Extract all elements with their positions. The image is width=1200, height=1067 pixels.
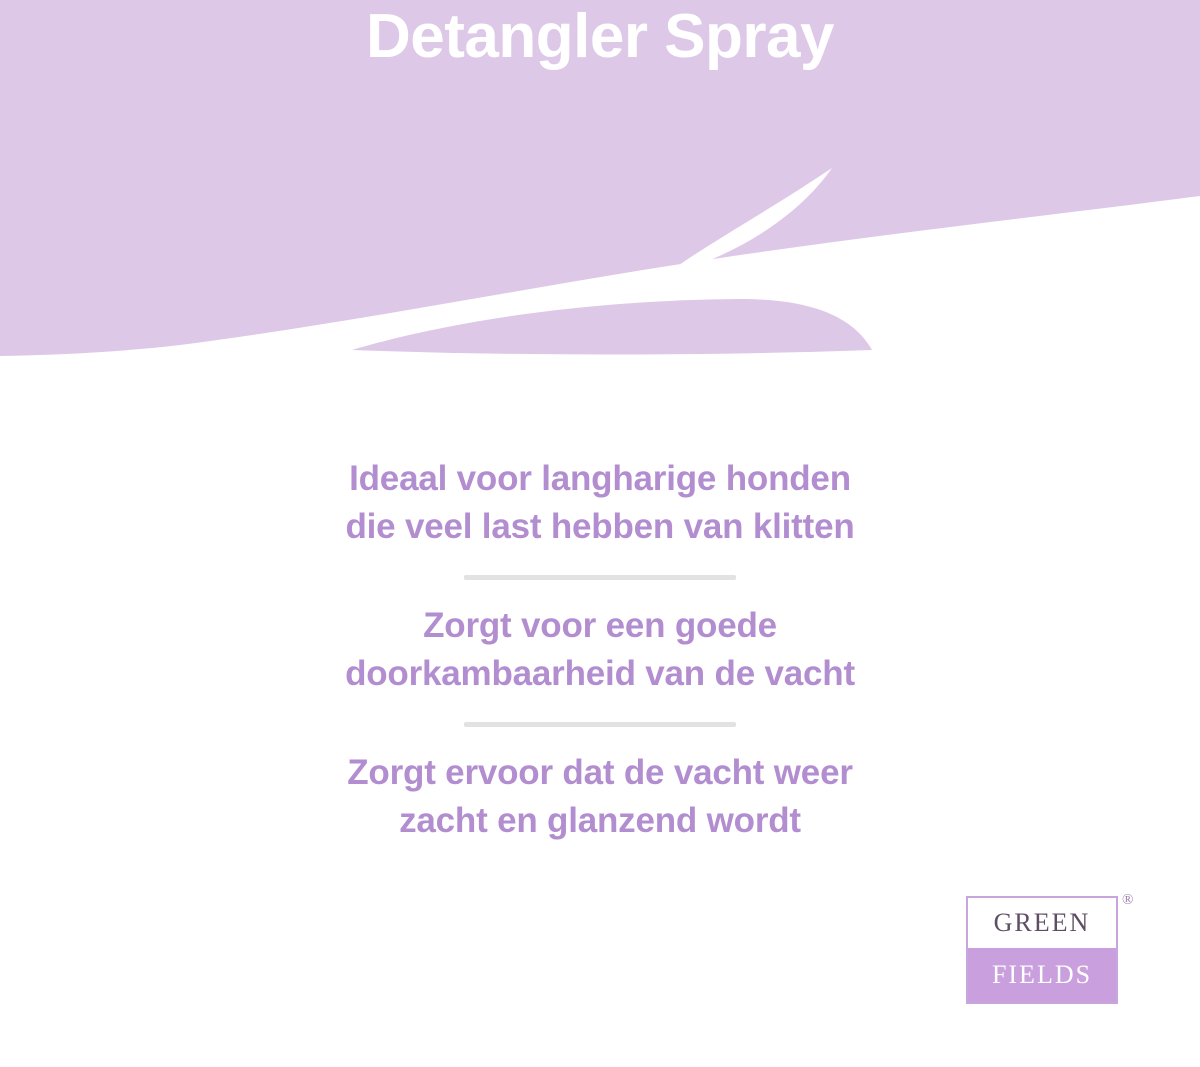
claim-line: Zorgt voor een goede [423,606,777,645]
claims-list [0,455,1200,845]
logo-word-fields: FIELDS [991,960,1093,989]
divider [464,722,736,727]
header-banner [0,0,1200,380]
divider [464,575,736,580]
claim-line: die veel last hebben van klitten [345,507,855,546]
logo-top-band [968,898,1116,948]
brand-logo [966,896,1118,1004]
claim-item [0,455,1200,551]
logo-bottom-band [968,948,1116,1002]
claim-item [0,602,1200,698]
claim-item [0,749,1200,845]
claim-line: Zorgt ervoor dat de vacht weer [347,753,853,792]
logo-word-green: GREEN [993,908,1091,937]
claim-line: zacht en glanzend wordt [399,801,801,840]
page-title: Detangler Spray [365,2,834,71]
claim-line: Ideaal voor langharige honden [349,459,851,498]
claim-line: doorkambaarheid van de vacht [345,654,855,693]
registered-trademark-icon: ® [1122,892,1134,908]
